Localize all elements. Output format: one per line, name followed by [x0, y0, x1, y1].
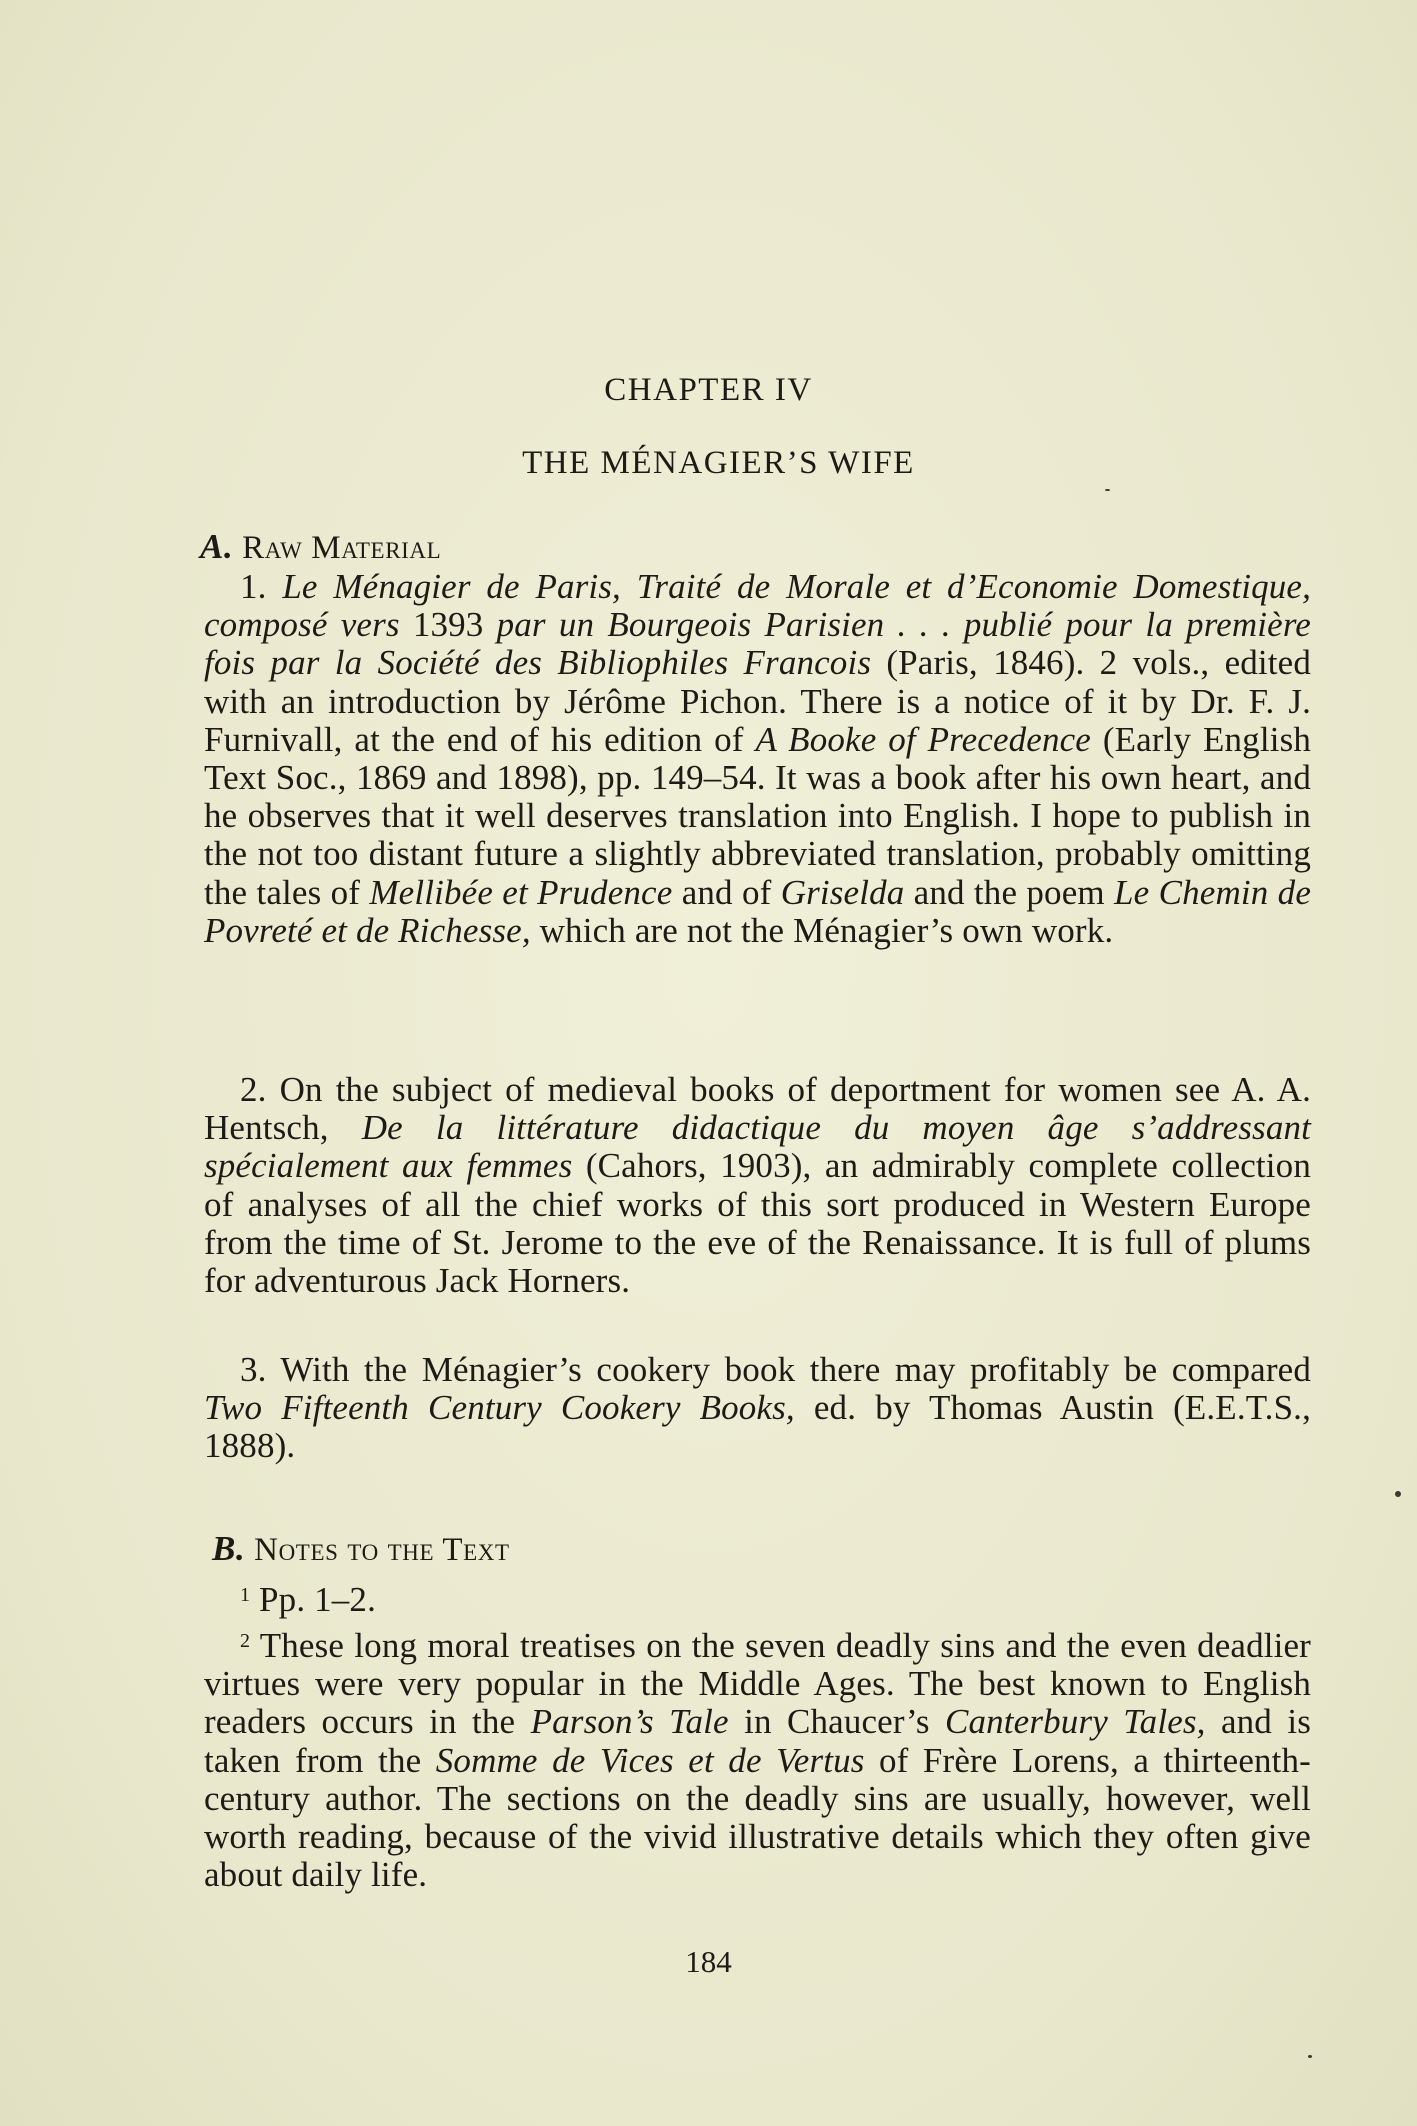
- note-1-text-2: (Early English Text Soc., 1869 and 1898), pp. 149–54. It was a book after his own heart, and he observes that it well deserves translation into English. I hope to publish in the not too distant future a slightly abbreviated translation, probably omitting the tales of: [204, 719, 1311, 912]
- note-3-number: 3.: [240, 1350, 267, 1389]
- paper-speck: [1105, 489, 1110, 491]
- note-2-number: 2.: [240, 1070, 267, 1109]
- footnote-2-title-3: Somme de Vices et de Vertus: [435, 1740, 865, 1780]
- footnote-1: [204, 1581, 1311, 1619]
- footnote-1-mark: 1: [240, 1584, 251, 1606]
- footnote-2-text-1: These long moral treatises on the seven deadly sins and the even deadlier virtues were very popular in the Middle Ages. The best known to English readers occurs in the: [204, 1626, 1311, 1742]
- page-number: 184: [685, 1944, 732, 1979]
- note-1-title-1: Le Ménagier de Paris, Traité de Morale et d’Economie Domestique, composé vers: [204, 567, 1311, 645]
- note-1-title-4: Mellibée et Prudence: [369, 872, 673, 912]
- note-1-text-5: which are not the Ménagier’s own work.: [530, 910, 1114, 950]
- note-3-text-2: ed. by Thomas Austin (E.E.T.S., 1888).: [204, 1388, 1311, 1466]
- paper-speck: [1395, 1491, 1401, 1497]
- footnote-2-text-4: of Frère Lorens, a thirteenth-century author. The sections on the deadly sins are usually, however, well worth reading, because of the vivid illustrative details which they often give about daily life.: [204, 1740, 1311, 1895]
- note-3-text-1: With the Ménagier’s cookery book there may profitably be compared: [266, 1350, 1311, 1389]
- section-a-heading: [200, 527, 441, 567]
- footnote-2-title-2: Canterbury Tales,: [945, 1702, 1206, 1742]
- note-1-text-1: (Paris, 1846). 2 vols., edited with an introduction by Jérôme Pichon. There is a notice of it by Dr. F. J. Furnivall, at the end of his edition of: [204, 643, 1312, 759]
- note-1: [204, 568, 1311, 950]
- section-a-title: Raw Material: [242, 530, 442, 566]
- footnote-2-text-3: and is taken from the: [204, 1702, 1311, 1780]
- note-1-title-6: Le Chemin de Povreté et de Richesse,: [204, 872, 1312, 950]
- footnote-2: [204, 1627, 1311, 1894]
- section-b-heading: [212, 1529, 510, 1569]
- chapter-title: THE MÉNAGIER’S WIFE: [522, 445, 915, 481]
- section-b-title: Notes to the Text: [254, 1532, 510, 1568]
- note-1-title-2: par un Bourgeois Parisien . . . publié pour la première fois par la Société des Bibliophiles Francois: [204, 605, 1311, 683]
- note-1-text-4: and the poem: [904, 872, 1115, 912]
- note-1-year: 1393: [399, 605, 497, 645]
- note-1-text-3: and of: [672, 872, 781, 912]
- note-2-text-1: On the subject of medieval books of deportment for women see A. A. Hentsch,: [204, 1070, 1311, 1148]
- footnote-2-text-2: in Chaucer’s: [728, 1702, 946, 1742]
- note-1-number: 1.: [240, 567, 267, 606]
- section-a-letter: A.: [200, 527, 234, 566]
- note-2-text-2: (Cahors, 1903), an admirably complete collection of analyses of all the chief works of this sort produced in Western Europe from the time of St. Jerome to the eve of the Renaissance. It is full of plums for adventurous Jack Horners.: [204, 1146, 1311, 1301]
- footnote-1-text: Pp. 1–2.: [250, 1580, 376, 1619]
- note-1-title-5: Griselda: [780, 872, 905, 912]
- chapter-label: CHAPTER IV: [604, 372, 813, 408]
- note-2-title-1: De la littérature didactique du moyen âge s’addressant spécialement aux femmes: [204, 1108, 1311, 1186]
- paper-speck: [1308, 2055, 1312, 2058]
- note-2: [204, 1071, 1311, 1300]
- footnote-2-mark: 2: [240, 1630, 251, 1652]
- note-3-title-1: Two Fifteenth Century Cookery Books,: [204, 1388, 795, 1428]
- note-3: [204, 1351, 1311, 1466]
- section-b-letter: B.: [212, 1529, 246, 1568]
- note-1-title-3: A Booke of Precedence: [755, 719, 1091, 759]
- footnote-2-title-1: Parson’s Tale: [530, 1702, 729, 1742]
